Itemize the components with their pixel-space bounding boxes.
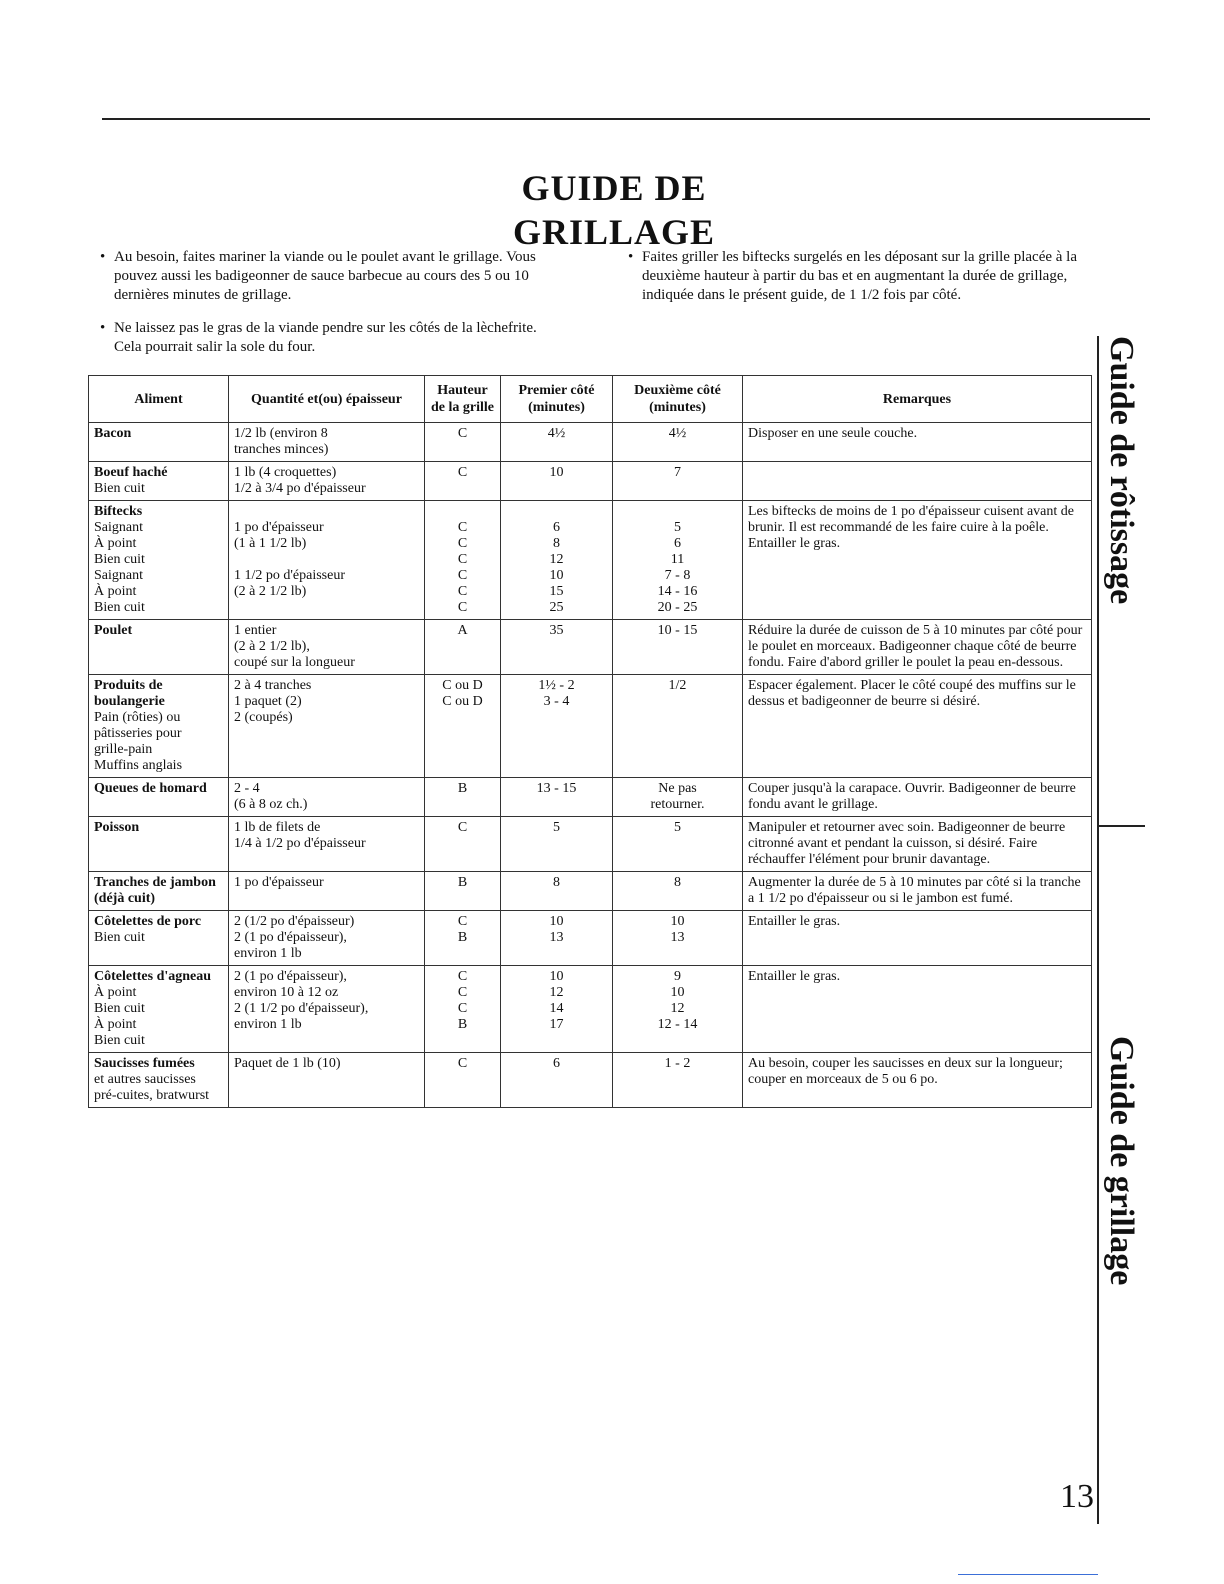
second-line: Ne pas (658, 781, 697, 796)
header-quantity: Quantité et(ou) épaisseur (229, 376, 425, 423)
rack-line: C (457, 426, 468, 441)
second-line: 9 (674, 969, 681, 984)
cell-second (613, 462, 743, 501)
rack-line: C (457, 536, 468, 551)
first-line (506, 504, 607, 520)
bottom-mark (958, 1574, 1098, 1575)
quantity-line: 1 1/2 po d'épaisseur (234, 568, 346, 583)
cell-remarks: Entailler le gras. (743, 911, 1092, 966)
rack-line: C (457, 1056, 468, 1071)
cell-remarks: Espacer également. Placer le côté coupé des muffins sur le dessus et badigeonner de beurre si désiré. (743, 675, 1092, 778)
quantity-line: 2 (1 1/2 po d'épaisseur), (234, 1001, 369, 1016)
cell-first (501, 1053, 613, 1108)
table-row (89, 462, 1092, 501)
table-row (89, 423, 1092, 462)
second-line: 7 - 8 (664, 568, 691, 583)
cell-remarks: Manipuler et retourner avec soin. Badigeonner de beurre citronné avant et pendant la cuisson, si désiré. Faire réchauffer l'élément pour brunir davantage. (743, 817, 1092, 872)
cell-quantity (229, 911, 425, 966)
header-food: Aliment (89, 376, 229, 423)
food-line: Queues de homard (94, 781, 207, 796)
food-line: Saignant (94, 568, 143, 583)
food-line: Pain (rôties) ou (94, 710, 181, 725)
table-row (89, 778, 1092, 817)
quantity-line: 1 lb (4 croquettes) (234, 465, 337, 480)
cell-remarks: Augmenter la durée de 5 à 10 minutes par côté si la tranche a 1 1/2 po d'épaisseur ou si le jambon est fumé. (743, 872, 1092, 911)
intro-left (100, 248, 560, 371)
second-line: 13 (670, 930, 685, 945)
cell-food (89, 911, 229, 966)
food-line: Muffins anglais (94, 758, 183, 773)
first-line: 15 (549, 584, 564, 599)
cell-first (501, 966, 613, 1053)
rack-line: C (457, 914, 468, 929)
rack-line: B (457, 1017, 468, 1032)
cell-remarks: Couper jusqu'à la carapace. Ouvrir. Badigeonner de beurre fondu avant le grillage. (743, 778, 1092, 817)
table-row (89, 620, 1092, 675)
food-line: pré-cuites, bratwurst (94, 1088, 210, 1103)
table-row (89, 1053, 1092, 1108)
side-label-rotissage-text: Guide de rôtissage (1103, 336, 1140, 605)
side-label-grillage-text: Guide de grillage (1103, 1036, 1140, 1286)
quantity-line: (6 à 8 oz ch.) (234, 797, 308, 812)
rack-line (430, 504, 495, 520)
table-header-row (89, 376, 1092, 423)
table-row (89, 911, 1092, 966)
side-divider (1097, 825, 1145, 827)
cell-food (89, 1053, 229, 1108)
quantity-line: coupé sur la longueur (234, 655, 355, 670)
first-line: 10 (549, 914, 564, 929)
second-line: 11 (670, 552, 685, 567)
food-line: Bien cuit (94, 1001, 145, 1016)
second-line: 10 (670, 985, 685, 1000)
rack-line: C (457, 600, 468, 615)
table-row (89, 675, 1092, 778)
first-line: 4½ (547, 426, 566, 441)
cell-rack (425, 423, 501, 462)
cell-second (613, 423, 743, 462)
rack-line: A (457, 623, 468, 638)
first-line: 12 (549, 985, 564, 1000)
page-title: GUIDE DE GRILLAGE (512, 168, 716, 252)
cell-food (89, 620, 229, 675)
header-rack: Hauteur de la grille (425, 376, 501, 423)
second-line: 8 (674, 875, 681, 890)
cell-second (613, 778, 743, 817)
second-line: 1/2 (668, 678, 687, 693)
first-line: 13 - 15 (536, 781, 577, 796)
cell-quantity (229, 1053, 425, 1108)
food-line: Tranches de jambon (déjà cuit) (94, 875, 216, 906)
second-line: 6 (674, 536, 681, 551)
cell-food (89, 966, 229, 1053)
quantity-line: environ 1 lb (234, 1017, 302, 1032)
first-line: 10 (549, 969, 564, 984)
food-line: Poulet (94, 623, 133, 638)
cell-quantity (229, 462, 425, 501)
cell-first (501, 423, 613, 462)
cell-first (501, 675, 613, 778)
cell-food (89, 817, 229, 872)
cell-first (501, 872, 613, 911)
cell-rack (425, 1053, 501, 1108)
cell-remarks: Disposer en une seule couche. (743, 423, 1092, 462)
quantity-line: (1 à 1 1/2 lb) (234, 536, 307, 551)
quantity-line: 1/2 lb (environ 8 (234, 426, 328, 441)
cell-remarks: Entailler le gras. (743, 966, 1092, 1053)
first-line: 25 (549, 600, 564, 615)
cell-quantity (229, 501, 425, 620)
table-row (89, 817, 1092, 872)
food-line: À point (94, 1017, 137, 1032)
cell-quantity (229, 966, 425, 1053)
side-rule (1097, 336, 1099, 1524)
first-line: 3 - 4 (543, 694, 570, 709)
second-line: 4½ (668, 426, 687, 441)
quantity-line: 2 à 4 tranches (234, 678, 312, 693)
intro-bullet: • Faites griller les biftecks surgelés en les déposant sur la grille placée à la deuxième hauteur à partir du bas et en augmentant la durée de grillage, indiquée dans le présent guide, de 1 1/2 fois par côté. (642, 248, 1098, 305)
second-line: 10 - 15 (657, 623, 698, 638)
cell-food (89, 423, 229, 462)
cell-quantity (229, 817, 425, 872)
food-line: Bacon (94, 426, 132, 441)
cell-remarks: Au besoin, couper les saucisses en deux sur la longueur; couper en morceaux de 5 ou 6 po. (743, 1053, 1092, 1108)
quantity-line: 1 lb de filets de (234, 820, 321, 835)
food-line: À point (94, 584, 137, 599)
first-line: 8 (553, 536, 560, 551)
rack-line: B (457, 875, 468, 890)
cell-first (501, 501, 613, 620)
rack-line: C (457, 985, 468, 1000)
cell-first (501, 778, 613, 817)
intro-right (628, 248, 1098, 319)
cell-second (613, 911, 743, 966)
intro-bullet: • Ne laissez pas le gras de la viande pendre sur les côtés de la lèchefrite. Cela pourrait salir la sole du four. (114, 319, 560, 357)
header-remarks: Remarques (743, 376, 1092, 423)
food-line: Côtelettes de porc (94, 914, 202, 929)
second-line: 7 (674, 465, 681, 480)
cell-first (501, 620, 613, 675)
rack-line: C ou D (442, 678, 483, 693)
cell-second (613, 817, 743, 872)
quantity-line: 1/4 à 1/2 po d'épaisseur (234, 836, 366, 851)
cell-rack (425, 872, 501, 911)
second-line: 5 (674, 520, 681, 535)
first-line: 8 (553, 875, 560, 890)
food-line: Produits de boulangerie (94, 678, 165, 709)
cell-food (89, 872, 229, 911)
second-line: 14 - 16 (657, 584, 698, 599)
first-line: 14 (549, 1001, 564, 1016)
quantity-line: 1 paquet (2) (234, 694, 302, 709)
first-line: 12 (549, 552, 564, 567)
rack-line: C (457, 568, 468, 583)
quantity-line: 1 po d'épaisseur (234, 520, 324, 535)
quantity-line: 1 entier (234, 623, 277, 638)
second-line: 1 - 2 (664, 1056, 691, 1071)
rack-line: C (457, 820, 468, 835)
cell-second (613, 501, 743, 620)
cell-first (501, 911, 613, 966)
first-line: 10 (549, 568, 564, 583)
quantity-line: 2 (1 po d'épaisseur), (234, 969, 347, 984)
food-line: À point (94, 985, 137, 1000)
food-line: Biftecks (94, 504, 143, 519)
quantity-line: environ 1 lb (234, 946, 302, 961)
first-line: 10 (549, 465, 564, 480)
cell-first (501, 462, 613, 501)
cell-food (89, 675, 229, 778)
food-line: grille-pain (94, 742, 153, 757)
cell-first (501, 817, 613, 872)
rack-line: C (457, 520, 468, 535)
food-line: Boeuf haché (94, 465, 168, 480)
rack-line: C (457, 969, 468, 984)
quantity-line (234, 552, 419, 568)
quantity-line: 2 - 4 (234, 781, 260, 796)
second-line (618, 504, 737, 520)
rack-line: B (457, 930, 468, 945)
table-body (89, 423, 1092, 1108)
food-line: Bien cuit (94, 930, 145, 945)
quantity-line: (2 à 2 1/2 lb) (234, 584, 307, 599)
quantity-line: (2 à 2 1/2 lb), (234, 639, 310, 654)
quantity-line: 1/2 à 3/4 po d'épaisseur (234, 481, 366, 496)
first-line: 13 (549, 930, 564, 945)
cell-rack (425, 966, 501, 1053)
second-line: 10 (670, 914, 685, 929)
table-row (89, 501, 1092, 620)
food-line: et autres saucisses (94, 1072, 196, 1087)
first-line: 6 (553, 520, 560, 535)
cell-quantity (229, 675, 425, 778)
table-row (89, 872, 1092, 911)
quantity-line: 2 (1/2 po d'épaisseur) (234, 914, 355, 929)
quantity-line: tranches minces) (234, 442, 329, 457)
second-line: retourner. (650, 797, 705, 812)
quantity-line: environ 10 à 12 oz (234, 985, 339, 1000)
header-first-side: Premier côté (minutes) (501, 376, 613, 423)
table-row (89, 966, 1092, 1053)
food-line: pâtisseries pour (94, 726, 182, 741)
first-line: 6 (553, 1056, 560, 1071)
cell-quantity (229, 778, 425, 817)
cell-rack (425, 911, 501, 966)
rack-line: C (457, 584, 468, 599)
cell-second (613, 675, 743, 778)
cell-rack (425, 675, 501, 778)
cell-food (89, 462, 229, 501)
food-line: Bien cuit (94, 552, 145, 567)
top-rule (102, 118, 1150, 120)
cell-rack (425, 462, 501, 501)
food-line: Bien cuit (94, 1033, 145, 1048)
quantity-line: Paquet de 1 lb (10) (234, 1056, 341, 1071)
cell-food (89, 501, 229, 620)
cell-second (613, 966, 743, 1053)
cell-remarks: Les biftecks de moins de 1 po d'épaisseur cuisent avant de brunir. Il est recommandé de les faire cuire à la poêle. Entailler le gras. (743, 501, 1092, 620)
food-line: Saucisses fumées (94, 1056, 195, 1071)
food-line: Saignant (94, 520, 143, 535)
food-line: Côtelettes d'agneau (94, 969, 212, 984)
first-line: 1½ - 2 (538, 678, 575, 693)
cell-second (613, 1053, 743, 1108)
rack-line: C ou D (442, 694, 483, 709)
first-line: 35 (549, 623, 564, 638)
quantity-line: 2 (1 po d'épaisseur), (234, 930, 347, 945)
cell-second (613, 620, 743, 675)
second-line: 12 (670, 1001, 685, 1016)
intro-bullet: • Au besoin, faites mariner la viande ou le poulet avant le grillage. Vous pouvez aussi les badigeonner de sauce barbecue au cours des 5 ou 10 dernières minutes de grillage. (114, 248, 560, 305)
cell-quantity (229, 423, 425, 462)
food-line: Bien cuit (94, 481, 145, 496)
rack-line: B (457, 781, 468, 796)
quantity-line (234, 504, 419, 520)
page-number: 13 (1060, 1478, 1094, 1515)
quantity-line: 2 (coupés) (234, 710, 293, 725)
second-line: 12 - 14 (657, 1017, 698, 1032)
rack-line: C (457, 1001, 468, 1016)
quantity-line (234, 600, 419, 616)
broiling-table (88, 375, 1092, 1108)
cell-rack (425, 817, 501, 872)
second-line: 5 (674, 820, 681, 835)
cell-quantity (229, 872, 425, 911)
cell-remarks (743, 462, 1092, 501)
cell-food (89, 778, 229, 817)
rack-line: C (457, 552, 468, 567)
food-line: Bien cuit (94, 600, 145, 615)
first-line: 5 (553, 820, 560, 835)
rack-line: C (457, 465, 468, 480)
cell-rack (425, 778, 501, 817)
cell-rack (425, 501, 501, 620)
cell-quantity (229, 620, 425, 675)
quantity-line: 1 po d'épaisseur (234, 875, 324, 890)
cell-remarks: Réduire la durée de cuisson de 5 à 10 minutes par côté pour le poulet en morceaux. Badigeonner chaque côté de beurre fondu. Faire d'abord griller le poulet la peau en-dessous. (743, 620, 1092, 675)
cell-second (613, 872, 743, 911)
food-line: Poisson (94, 820, 140, 835)
cell-rack (425, 620, 501, 675)
header-second-side: Deuxième côté (minutes) (613, 376, 743, 423)
first-line: 17 (549, 1017, 564, 1032)
second-line: 20 - 25 (657, 600, 698, 615)
food-line: À point (94, 536, 137, 551)
